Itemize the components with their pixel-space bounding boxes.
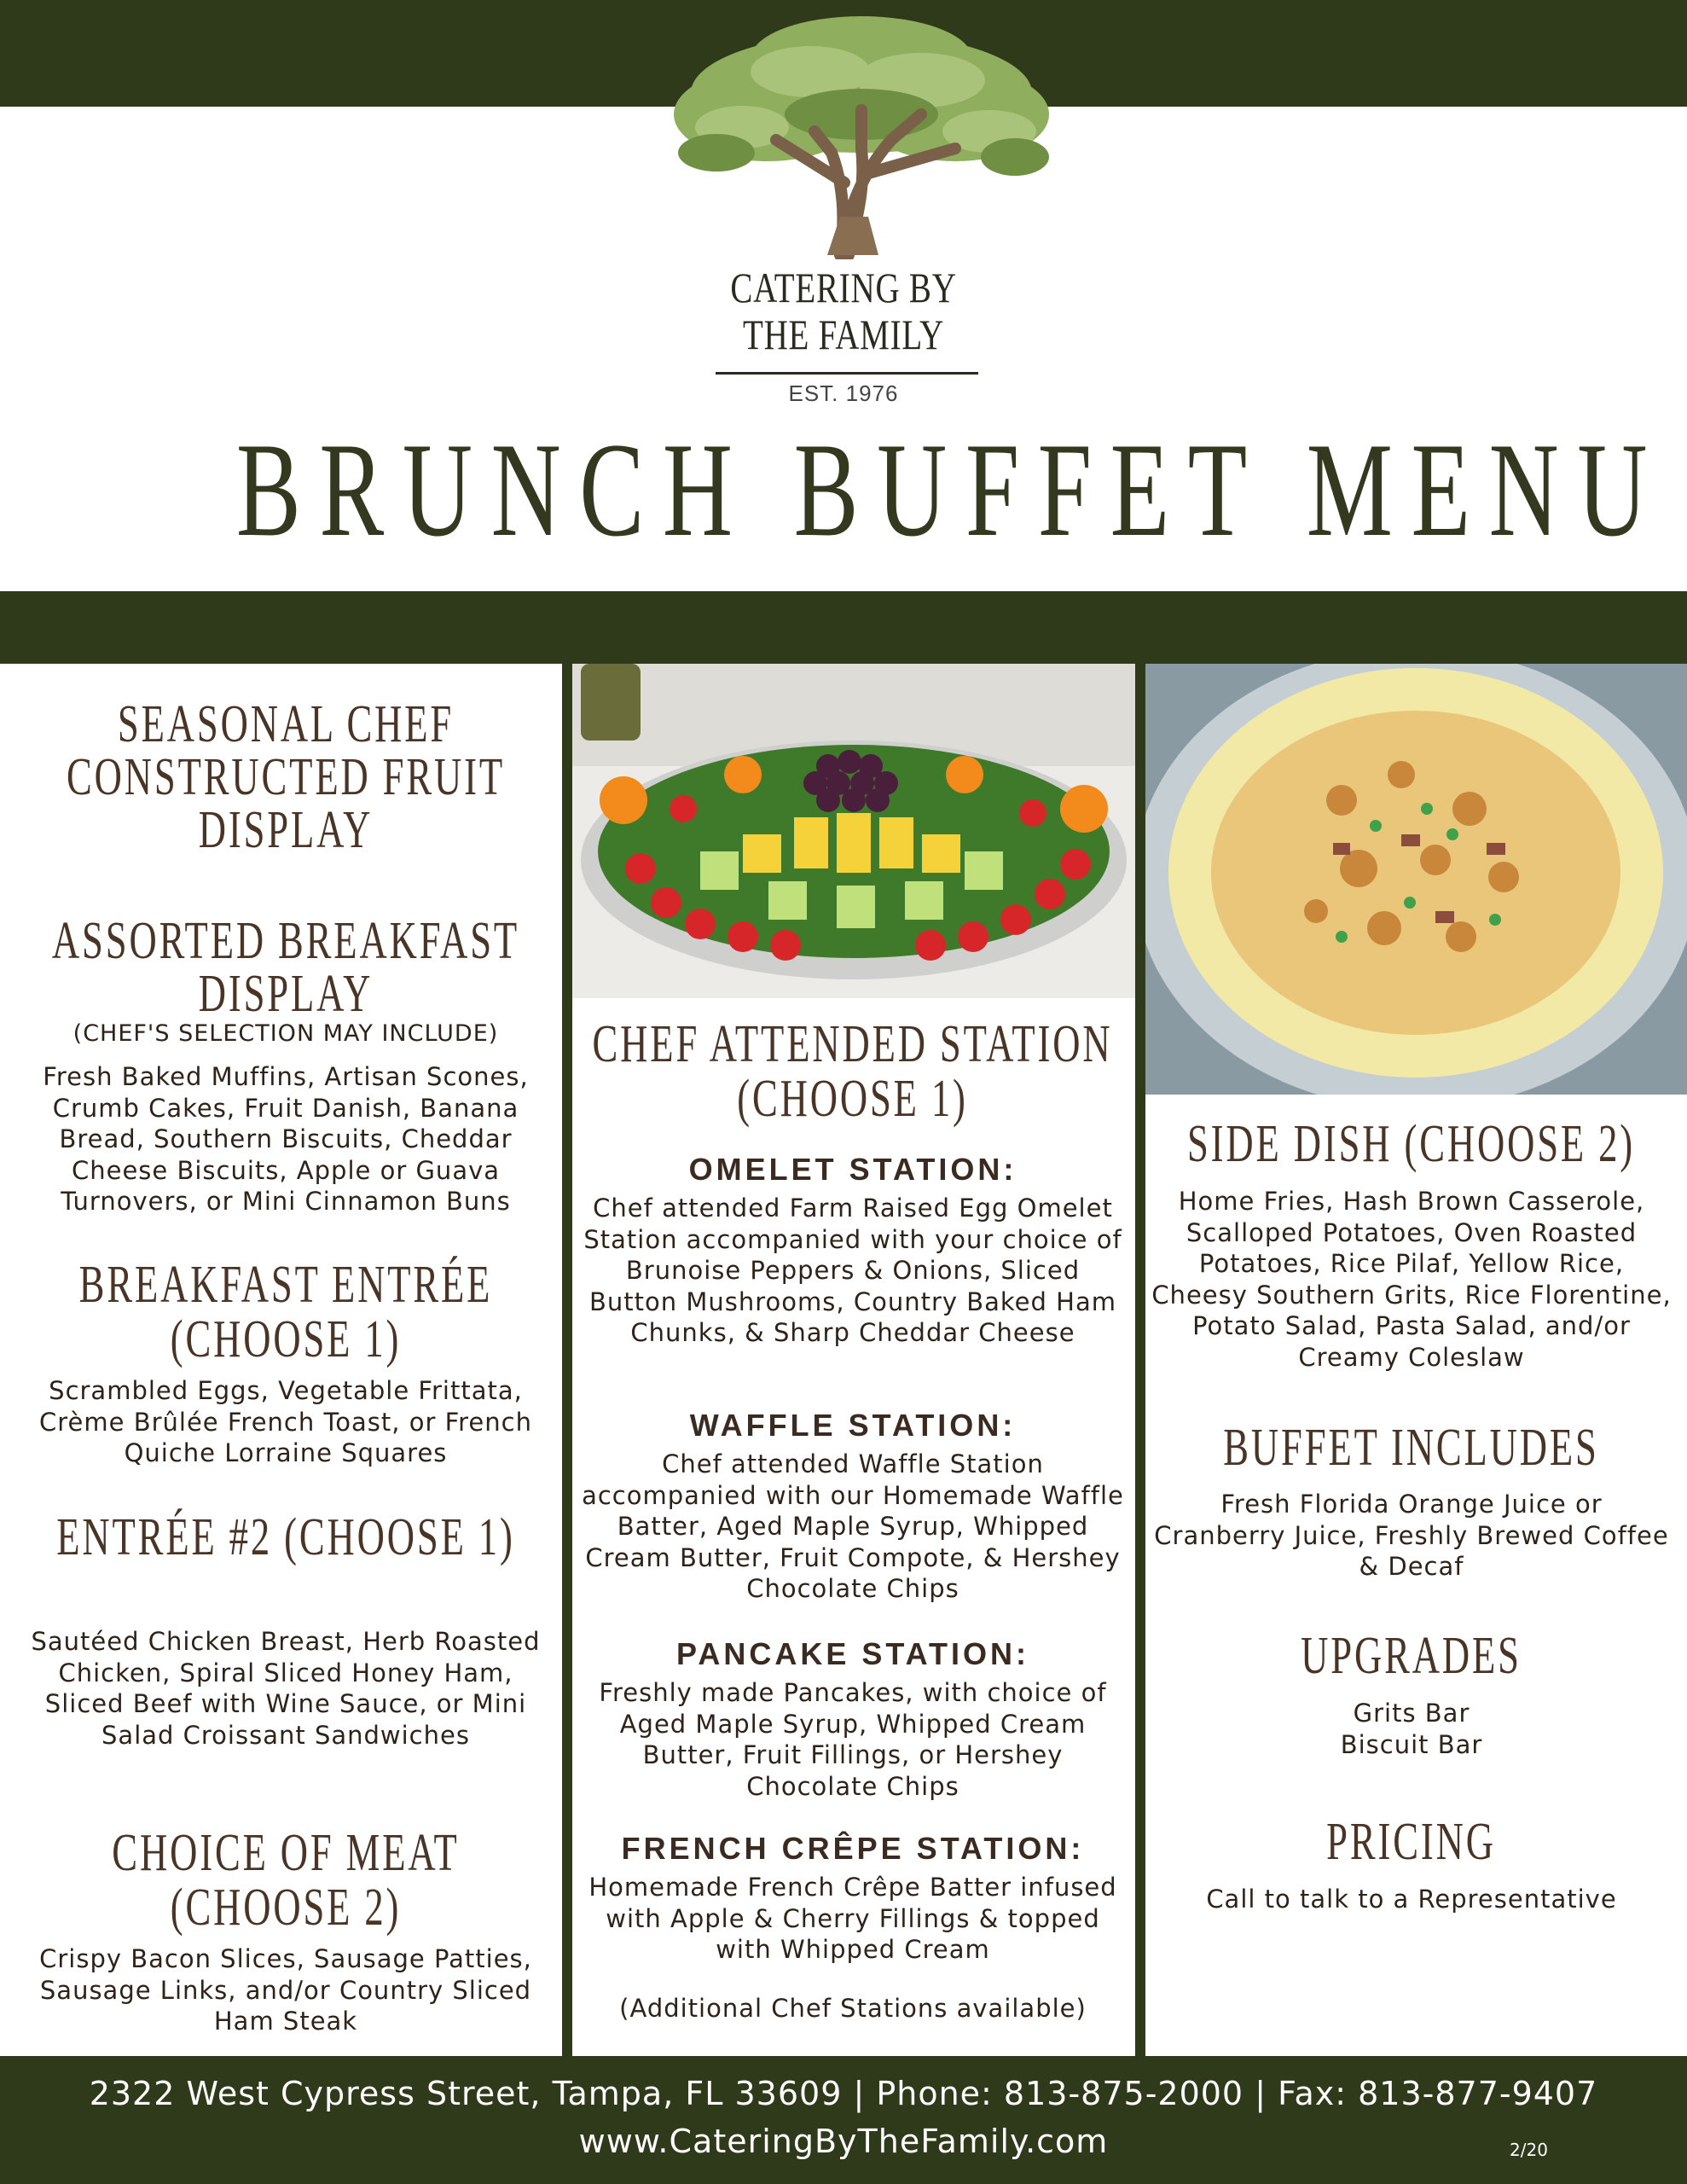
choice-of-meat-items: Crispy Bacon Slices, Sausage Patties, Sausage Links, and/or Country Sliced Ham Steak <box>39 1944 532 2036</box>
chef-attended-station-heading: CHEF ATTENDED STATION (CHOOSE 1) <box>592 1015 1113 1128</box>
breakfast-display-items: Fresh Baked Muffins, Artisan Scones, Crumb Cakes, Fruit Danish, Banana Bread, Southern Biscuits, Cheddar Cheese Biscuits, Apple or Guava Turnovers, or Mini Cinnamon Buns <box>43 1062 529 1216</box>
crepe-station-text: Homemade French Crêpe Batter infused with Apple & Cherry Fillings & topped with Whipped Cream <box>588 1873 1117 1964</box>
omelet-station-text: Chef attended Farm Raised Egg Omelet Station accompanied with your choice of Brunoise Peppers & Onions, Sliced Button Mushrooms, Country Baked Ham Chunks, & Sharp Cheddar Cheese <box>583 1194 1122 1347</box>
pancake-station-title: PANCAKE STATION: <box>676 1636 1029 1671</box>
breakfast-display-heading: ASSORTED BREAKFAST DISPLAY <box>51 912 520 1023</box>
upgrade-grits-bar: Grits Bar <box>1353 1699 1470 1728</box>
buffet-includes-heading: BUFFET INCLUDES <box>1223 1419 1599 1477</box>
fruit-platter-photo <box>572 664 1135 998</box>
pricing-text: Call to talk to a Representative <box>1206 1885 1617 1914</box>
entree-2-heading: ENTRÉE #2 (CHOOSE 1) <box>56 1508 515 1566</box>
established-year: EST. 1976 <box>788 380 899 406</box>
fruit-display-heading: SEASONAL CHEF CONSTRUCTED FRUIT DISPLAY <box>66 695 505 859</box>
breakfast-entree-heading: BREAKFAST ENTRÉE (CHOOSE 1) <box>78 1256 493 1368</box>
choice-of-meat-heading: CHOICE OF MEAT (CHOOSE 2) <box>112 1824 460 1937</box>
breakfast-entree-items: Scrambled Eggs, Vegetable Frittata, Crème Brûlée French Toast, or French Quiche Lorraine Squares <box>39 1376 532 1467</box>
side-dish-items: Home Fries, Hash Brown Casserole, Scalloped Potatoes, Oven Roasted Potatoes, Rice Pilaf, Yellow Rice, Cheesy Southern Grits, Rice Florentine, Potato Salad, Pasta Salad, and/or Creamy Coleslaw <box>1151 1187 1672 1372</box>
breakfast-display-note: (CHEF'S SELECTION MAY INCLUDE) <box>72 1020 499 1047</box>
entree-2-items: Sautéed Chicken Breast, Herb Roasted Chicken, Spiral Sliced Honey Ham, Sliced Beef with Wine Sauce, or Mini Salad Croissant Sandwiches <box>31 1627 541 1750</box>
omelet-station-title: OMELET STATION: <box>688 1152 1017 1187</box>
upgrades-items <box>1151 1698 1672 1760</box>
waffle-station-text: Chef attended Waffle Station accompanied with our Homemade Waffle Batter, Aged Maple Syrup, Whipped Cream Butter, Fruit Compote, & Hershey Chocolate Chips <box>582 1449 1124 1603</box>
side-dish-heading: SIDE DISH (CHOOSE 2) <box>1186 1115 1636 1173</box>
footer-website[interactable]: www.CateringByTheFamily.com <box>578 2123 1109 2160</box>
frittata-photo <box>1145 664 1687 1095</box>
brand-name: CATERING BY THE FAMILY <box>730 264 957 358</box>
brand-rule <box>716 372 978 375</box>
footer-address: 2322 West Cypress Street, Tampa, FL 33609 | Phone: 813-875-2000 | Fax: 813-877-9407 <box>89 2075 1598 2112</box>
page-title: BRUNCH BUFFET MENU <box>235 415 1667 565</box>
crepe-station-title: FRENCH CRÊPE STATION: <box>621 1831 1085 1866</box>
additional-stations-note: (Additional Chef Stations available) <box>619 1994 1087 2023</box>
pancake-station-text: Freshly made Pancakes, with choice of Aged Maple Syrup, Whipped Cream Butter, Fruit Fillings, or Hershey Chocolate Chips <box>599 1678 1107 1801</box>
waffle-station-title: WAFFLE STATION: <box>689 1408 1017 1443</box>
page-code: 2/20 <box>1510 2140 1548 2160</box>
pricing-heading: PRICING <box>1326 1813 1496 1871</box>
header-bottom-band <box>0 591 1687 664</box>
column-divider-left <box>562 664 572 2056</box>
upgrade-biscuit-bar: Biscuit Bar <box>1340 1729 1483 1759</box>
upgrades-heading: UPGRADES <box>1301 1627 1522 1685</box>
column-divider-right <box>1135 664 1145 2056</box>
buffet-includes-items: Fresh Florida Orange Juice or Cranberry Juice, Freshly Brewed Coffee & Decaf <box>1154 1490 1669 1581</box>
oak-tree-logo-icon <box>665 12 1058 259</box>
